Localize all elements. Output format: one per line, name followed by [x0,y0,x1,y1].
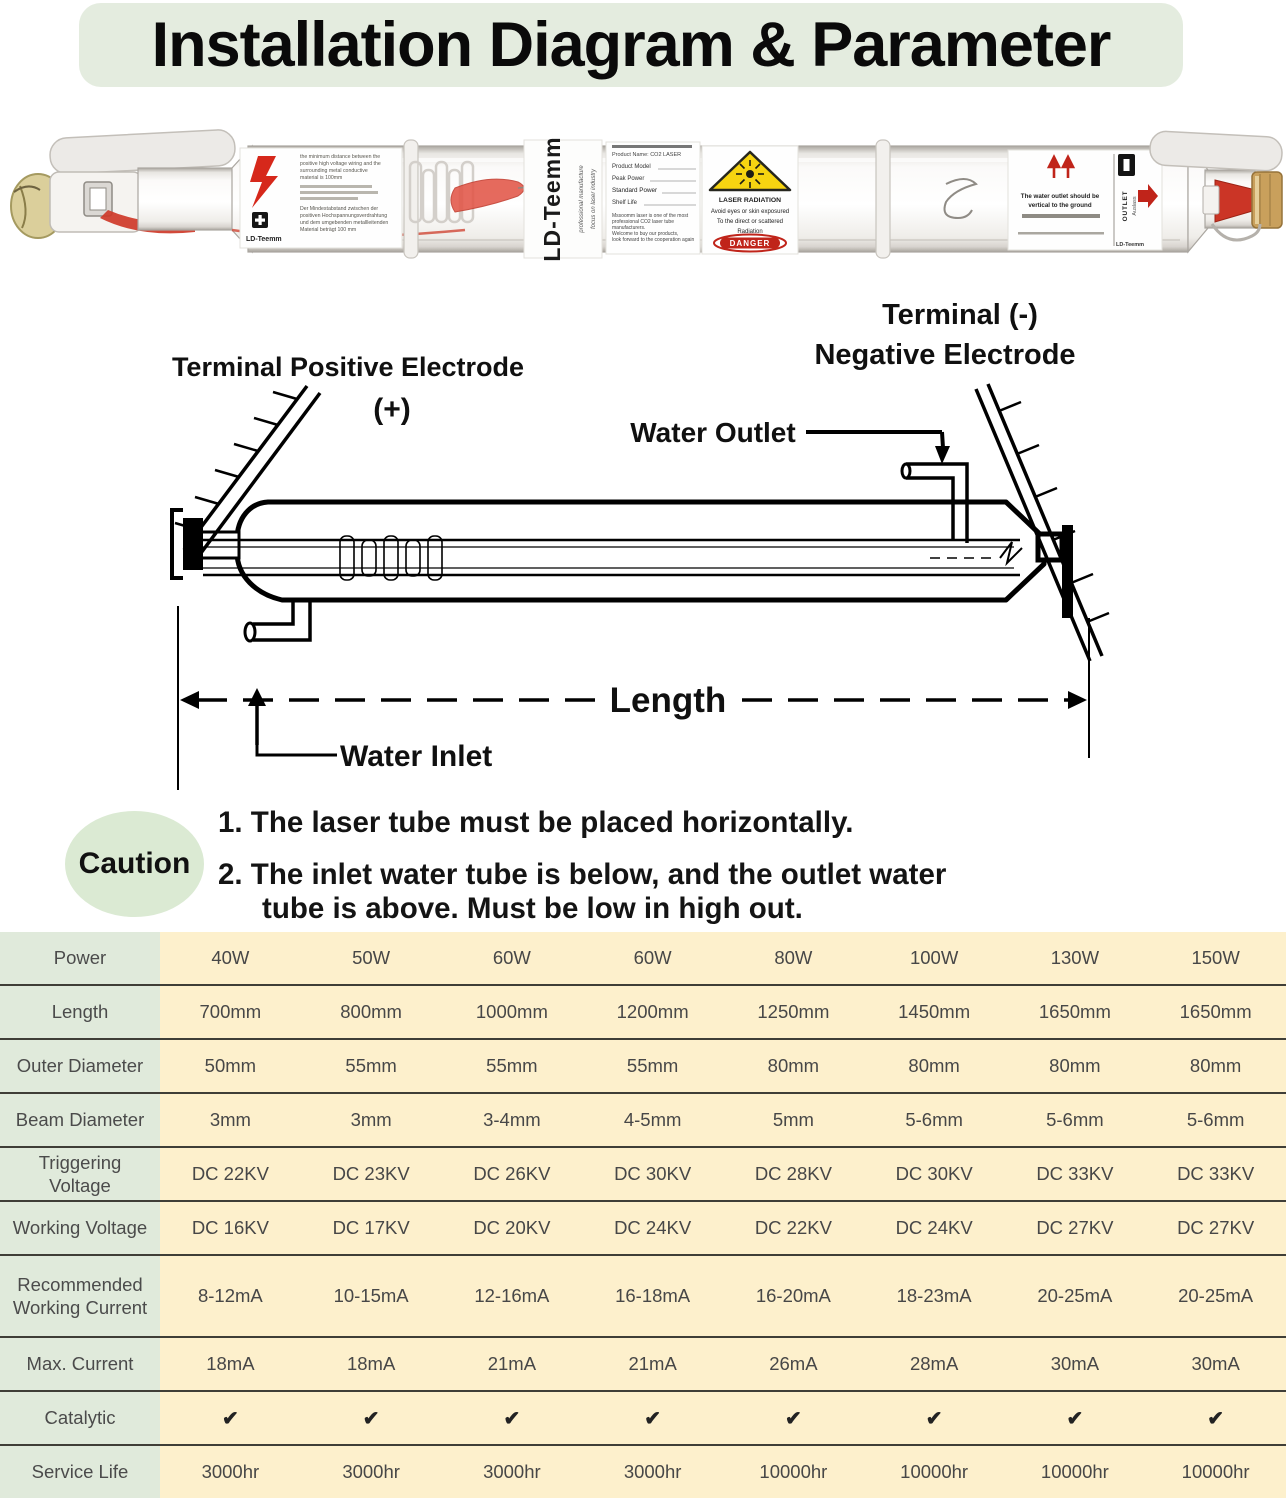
row-label: Outer Diameter [0,1040,160,1092]
illegible-text-lines [300,185,372,188]
laser-tube-photo [0,126,1286,274]
table-cell: DC 20KV [442,1202,583,1254]
table-cell: 3mm [301,1094,442,1146]
table-cell: DC 27KV [1145,1202,1286,1254]
svg-text:Der Mindestabstand zwischen de: Der Mindestabstand zwischen der [300,206,379,212]
table-cell: 16-18mA [582,1256,723,1336]
table-cell: 130W [1005,932,1146,984]
svg-text:surrounding metal conductive: surrounding metal conductive [300,168,368,174]
tube-label-product-info [606,142,700,254]
table-cell: DC 27KV [1005,1202,1146,1254]
brand-small: LD-Teemm [246,236,282,243]
svg-text:und dem umgebenden metallleite: und dem umgebenden metallleitenden [300,220,389,226]
table-cell: 12-16mA [442,1256,583,1336]
left-label-text: the minimum distance between the [300,154,381,160]
water-inlet-leader [257,745,337,755]
table-cell: 1650mm [1145,986,1286,1038]
table-cell: DC 22KV [160,1148,301,1200]
svg-text:Radiation: Radiation [737,229,763,235]
svg-text:Product Model: Product Model [612,164,651,170]
svg-text:Avoid eyes or skin exposured: Avoid eyes or skin exposured [710,209,790,215]
table-cell: 60W [582,932,723,984]
svg-text:look forward to the cooperatio: look forward to the cooperation again [612,237,695,243]
table-cell: 40W [160,932,301,984]
frosted-elbow-right [1149,131,1283,172]
table-cell: 4-5mm [582,1094,723,1146]
brand-vertical-text: LD-Teemm [539,136,565,262]
installation-diagram [0,288,1286,793]
table-cell: 3000hr [301,1446,442,1498]
svg-text:Peak Power: Peak Power [612,176,645,182]
table-cell: DC 22KV [723,1202,864,1254]
water-inlet-arrowhead [248,688,266,706]
title-banner [79,3,1183,87]
table-cell: 5mm [723,1094,864,1146]
table-cell: DC 33KV [1145,1148,1286,1200]
table-cell: 30mA [1145,1338,1286,1390]
row-label: Service Life [0,1446,160,1498]
diagram-left-flange [172,510,183,578]
table-cell: 800mm [301,986,442,1038]
table-cell: DC 16KV [160,1202,301,1254]
table-row [0,1390,1286,1444]
table-cell: 80mm [864,1040,1005,1092]
check-mark: ✔ [301,1392,442,1444]
table-cell: DC 24KV [864,1202,1005,1254]
table-cell: 10000hr [1005,1446,1146,1498]
table-cell: DC 30KV [582,1148,723,1200]
table-cell: 3000hr [160,1446,301,1498]
page-title: Installation Diagram & Parameter [151,10,1111,80]
table-cell: 700mm [160,986,301,1038]
table-cell: 3mm [160,1094,301,1146]
table-row [0,1444,1286,1498]
table-cell: 5-6mm [1145,1094,1286,1146]
table-cell: DC 17KV [301,1202,442,1254]
table-cell: 5-6mm [1005,1094,1146,1146]
caution-badge [65,811,204,917]
table-cell: 3-4mm [442,1094,583,1146]
svg-text:professional CO2 laser tube: professional CO2 laser tube [612,219,674,225]
row-label: Catalytic [0,1392,160,1444]
dimension-arrow-right [1068,691,1087,709]
svg-text:Auslass: Auslass [1132,196,1138,216]
table-cell: 80mm [1005,1040,1146,1092]
row-label: Recommended Working Current [0,1256,160,1336]
table-cell: 1250mm [723,986,864,1038]
illegible-text-lines [1022,214,1100,218]
check-mark: ✔ [582,1392,723,1444]
row-label: Power [0,932,160,984]
table-cell: 21mA [582,1338,723,1390]
installation-diagram-svg [0,288,1286,793]
dimension-arrow-left [180,691,199,709]
row-label: Working Voltage [0,1202,160,1254]
table-cell: DC 28KV [723,1148,864,1200]
table-cell: 20-25mA [1145,1256,1286,1336]
svg-text:Shelf Life: Shelf Life [612,200,638,206]
svg-text:vertical to the ground: vertical to the ground [1028,202,1092,209]
table-cell: 30mA [1005,1338,1146,1390]
table-cell: 1000mm [442,986,583,1038]
table-cell: 16-20mA [723,1256,864,1336]
table-cell: 18mA [160,1338,301,1390]
parameter-table [0,932,1286,1500]
table-cell: 55mm [582,1040,723,1092]
table-cell: DC 26KV [442,1148,583,1200]
table-cell: 50mm [160,1040,301,1092]
table-cell: 55mm [442,1040,583,1092]
label-terminal-negative-1: Terminal (-) [882,299,1038,331]
water-outlet-arrowhead [935,446,950,464]
laser-tube-photo-svg [0,126,1286,274]
svg-text:positiven Hochspannungsverdrah: positiven Hochspannungsverdrahtung [300,213,388,219]
check-mark: ✔ [1145,1392,1286,1444]
row-label: Beam Diameter [0,1094,160,1146]
table-cell: 26mA [723,1338,864,1390]
svg-text:Standard Power: Standard Power [612,187,658,194]
table-cell: DC 24KV [582,1202,723,1254]
svg-text:manufacturers.: manufacturers. [612,225,646,231]
table-cell: 10000hr [1145,1446,1286,1498]
table-cell: 18mA [301,1338,442,1390]
caution-item-2-line-2: tube is above. Must be low in high out. [262,892,803,925]
table-cell: 60W [442,932,583,984]
table-cell: 28mA [864,1338,1005,1390]
svg-text:material is 100mm: material is 100mm [300,175,343,181]
check-mark: ✔ [442,1392,583,1444]
table-cell: 10-15mA [301,1256,442,1336]
table-row [0,932,1286,984]
water-inlet-pipe [245,598,310,641]
row-label: Max. Current [0,1338,160,1390]
label-terminal-positive-2: (+) [373,393,411,426]
check-mark: ✔ [160,1392,301,1444]
table-cell: 18-23mA [864,1256,1005,1336]
svg-text:To the direct or scattered: To the direct or scattered [716,219,784,225]
table-row [0,1092,1286,1146]
table-cell: 50W [301,932,442,984]
svg-text:Product Name: CO2 LASER: Product Name: CO2 LASER [612,152,682,158]
svg-text:Material beträgt 100 mm: Material beträgt 100 mm [300,227,357,233]
tube-label-warning-left [240,148,402,248]
table-cell: 10000hr [723,1446,864,1498]
label-length: Length [609,681,727,720]
table-row [0,1038,1286,1092]
row-label: Length [0,986,160,1038]
tube-neck-left [138,168,234,230]
caution-item-1: 1. The laser tube must be placed horizontally. [218,806,854,839]
svg-text:Welcome to buy our products,: Welcome to buy our products, [612,231,679,237]
caution-item-2-line-1: 2. The inlet water tube is below, and the outlet water [218,858,947,891]
svg-text:professional manufacture: professional manufacture [579,165,585,233]
tube-label-brand [524,136,602,261]
water-outlet-leader [806,432,943,448]
svg-text:The water outlet should be: The water outlet should be [1020,193,1100,200]
table-cell: 80W [723,932,864,984]
check-mark: ✔ [1005,1392,1146,1444]
tube-label-laser-warning [702,146,798,254]
table-cell: DC 33KV [1005,1148,1146,1200]
label-water-outlet: Water Outlet [630,417,796,448]
table-cell: 55mm [301,1040,442,1092]
table-cell: 80mm [723,1040,864,1092]
diagram-tube-outline [237,502,1044,600]
svg-text:focus on laser industry: focus on laser industry [591,168,597,230]
check-mark: ✔ [864,1392,1005,1444]
table-row [0,1146,1286,1200]
table-cell: 1650mm [1005,986,1146,1038]
table-row [0,1254,1286,1336]
table-cell: 21mA [442,1338,583,1390]
label-terminal-positive-1: Terminal Positive Electrode [171,352,525,382]
tube-label-outlet [1008,150,1162,250]
table-cell: DC 30KV [864,1148,1005,1200]
table-cell: 10000hr [864,1446,1005,1498]
table-cell: 3000hr [582,1446,723,1498]
row-label: Triggering Voltage [0,1148,160,1200]
svg-text:positive high voltage wiring a: positive high voltage wiring and the [300,161,381,167]
svg-text:LASER RADIATION: LASER RADIATION [718,197,782,204]
svg-text:OUTLET: OUTLET [1122,190,1129,222]
svg-text:LD-Teemm: LD-Teemm [1116,242,1145,248]
table-cell: 20-25mA [1005,1256,1146,1336]
label-water-inlet: Water Inlet [340,740,493,773]
table-cell: 3000hr [442,1446,583,1498]
glass-collar-ring-2 [876,140,890,258]
table-cell: DC 23KV [301,1148,442,1200]
table-row [0,984,1286,1038]
caution-badge-label: Caution [78,847,191,880]
table-cell: 150W [1145,932,1286,984]
svg-text:Mssoomm laser is one of the mo: Mssoomm laser is one of the most [612,213,689,219]
table-cell: 1450mm [864,986,1005,1038]
table-row [0,1200,1286,1254]
table-cell: 5-6mm [864,1094,1005,1146]
table-cell: 100W [864,932,1005,984]
svg-text:DANGER: DANGER [729,239,771,248]
check-mark: ✔ [723,1392,864,1444]
table-cell: 80mm [1145,1040,1286,1092]
table-cell: 1200mm [582,986,723,1038]
table-row [0,1336,1286,1390]
table-cell: 8-12mA [160,1256,301,1336]
label-terminal-negative-2: Negative Electrode [814,339,1076,371]
